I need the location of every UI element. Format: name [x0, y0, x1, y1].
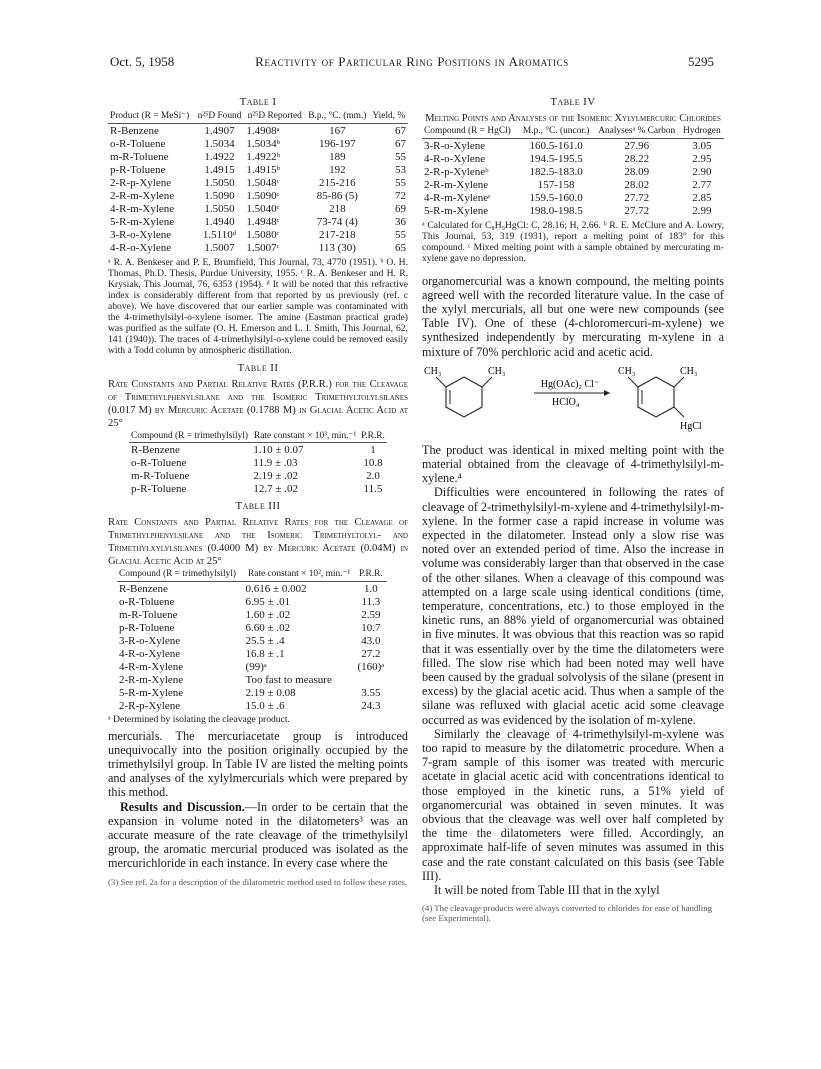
table2-row [129, 470, 387, 483]
table3-cell: 11.3 [361, 595, 381, 608]
table1-cell: 1.4915ᵇ [246, 163, 281, 176]
table1-row [108, 177, 408, 190]
table1-cell: 1.5048ᶜ [246, 176, 280, 189]
table1-cell: 1.5034ᵇ [246, 137, 281, 150]
table1-row [108, 151, 408, 164]
left-ch3-b: CH₃ [488, 365, 506, 377]
table1-cell: 2-R-m-Xylene [110, 189, 175, 202]
table4-cell: 159.5-160.0 [529, 191, 583, 204]
table2-cell: p-R-Toluene [131, 483, 187, 495]
table1-cell: 2-R-p-Xylene [110, 176, 172, 189]
table1-cell: 189 [329, 150, 346, 163]
table1-cell: 1.4908ᵃ [246, 124, 280, 137]
table1-cell: 1.4922ᵇ [246, 150, 281, 163]
table4-cell: 4-R-m-Xyleneᶜ [424, 191, 491, 204]
right-body-text-2 [422, 443, 724, 898]
table4-cell: 28.09 [624, 165, 650, 178]
table3-cell: o-R-Toluene [119, 595, 175, 608]
table1-cell: 1.4948ᶜ [246, 215, 280, 228]
table1-cell: o-R-Toluene [110, 137, 166, 150]
table1-header-cell: Yield, % [372, 111, 406, 121]
table3-cell: 10.7 [361, 621, 381, 634]
table4-cell: 198.0-198.5 [529, 204, 583, 217]
benzene-ring-right [638, 377, 674, 417]
table4-cell: 28.22 [624, 152, 650, 165]
table3-cell: 2-R-m-Xylene [119, 673, 184, 686]
table1-caption: Table I [239, 96, 277, 108]
table1-cell: m-R-Toluene [110, 150, 169, 163]
table1-cell: 67 [395, 124, 406, 137]
table3-title: Rate Constants and Partial Relative Rates for the Cleavage of Trimethylphenylsilane and the Isomeric Trimethyltolyl- and Trimethylxylylsilanes (0.4000 M) by Mercuric Acetate (0.04M) in Glacial Acetic Acid at 25° [108, 517, 408, 567]
table3-cell: (99)ᵃ [245, 660, 267, 673]
table4-cell: 3-R-o-Xylene [424, 139, 486, 152]
table1-row [108, 164, 408, 177]
table4-cell: 2.95 [692, 152, 712, 165]
table2-caption: Table II [237, 361, 279, 374]
table1-cell: 1.5110ᵈ [202, 228, 237, 241]
table4-footnote: ᵃ Calculated for C₈H₉HgCl: C, 28.16; H, 2.66. ᵇ R. E. McClure and A. Lowry, This Journal, 53, 319 (1931), report a melting point of 183° for this compound. ᶜ Mixed melting point with a sample obtained by mercurating m-xylene gave no depression. [422, 219, 724, 264]
table3-cell: 2-R-p-Xylene [119, 699, 181, 712]
table4-cell: 2.85 [692, 191, 712, 204]
right-paragraph-2: The product was identical in mixed melting point with the material obtained from the cleavage of 4-trimethylsilyl-m-xylene.⁴ [422, 442, 724, 486]
table3-row [117, 635, 387, 648]
table3 [117, 570, 387, 713]
table1-cell: 1.5034 [204, 137, 235, 150]
table3-cell: 27.2 [361, 647, 381, 660]
chloromercuri-xylene-structure [618, 366, 702, 432]
table4-cell: 194.5-195.5 [529, 152, 583, 165]
table4-title: Melting Points and Analyses of the Isomeric Xylylmercuric Chlorides [425, 113, 721, 124]
table1-header-cell: n²⁵D Reported [247, 111, 302, 121]
table4-row [422, 166, 724, 179]
table3-header-cell: Compound (R = trimethylsilyl) [119, 569, 237, 579]
table3-row [117, 622, 387, 635]
table3-cell: 16.8 ± .1 [245, 647, 285, 660]
table4-caption: Table IV [550, 96, 596, 108]
table1-row [108, 242, 408, 255]
table2-row [129, 444, 387, 457]
table1-cell: 55 [395, 176, 406, 189]
table3-cell: 2.19 ± 0.08 [245, 686, 296, 699]
table3-row [117, 700, 387, 713]
right-paragraph-1: organomercurial was a known compound, the melting points agreed well with the recorded literature value. In the case of the xylyl mercurials, all but one were new compounds (see Table IV). One of these (4-chloromercuri-m-xylene) we synthesized independently by mercurating m-xylene in a mixture of 70% perchloric acid and acetic acid. [422, 273, 724, 359]
table1-cell: 5-R-m-Xylene [110, 215, 175, 228]
table1-cell: 1.4915 [204, 163, 235, 176]
left-column [108, 94, 408, 887]
bond [436, 377, 446, 387]
table3-cell: 24.3 [361, 699, 381, 712]
table3-cell: (160)ᵃ [357, 660, 385, 673]
table1-cell: 167 [329, 124, 346, 137]
table3-header-cell: Rate constant × 10², min.⁻¹ [247, 569, 351, 579]
table2-cell: 2.19 ± .02 [253, 470, 298, 482]
table1-row [108, 125, 408, 138]
table1-cell: 67 [395, 137, 406, 150]
table3-header-row [117, 570, 387, 580]
reagent-bottom: HClO₄ [552, 396, 580, 408]
table4-header-row [422, 127, 724, 137]
table1-cell: p-R-Toluene [110, 163, 166, 176]
table3-cell: p-R-Toluene [119, 621, 175, 634]
header-page-number: 5295 [688, 54, 714, 69]
left-paragraph-1: mercurials. The mercuriacetate group is introduced unequivocally into the position originally occupied by the trimethylsilyl group. In Table IV are listed the melting points and analyses of the xylylmercurials which were prepared by this method. [108, 728, 408, 800]
table1-cell: 1.5007 [204, 241, 235, 254]
table3-body [117, 580, 387, 713]
table4-cell: 27.72 [624, 204, 650, 217]
table3-cell [355, 674, 387, 687]
table2 [129, 432, 387, 497]
right-column [422, 94, 724, 923]
table1-cell: 1.4907 [204, 124, 235, 137]
results-text: —In order to be certain that the expansion in volume noted in the dilatometers³ was an accurate measure of the rate cleavage of the trimethylsilyl group, the aromatic mercurial produced was isolated as the mercurichloride in each instance. In every case where the [108, 799, 409, 871]
table3-cell: m-R-Toluene [119, 608, 178, 621]
table3-row [117, 583, 387, 596]
results-heading: Results and Discussion. [120, 799, 245, 814]
table3-row [117, 648, 387, 661]
table4-cell: 5-R-m-Xylene [424, 204, 489, 217]
table1-cell: 1.5050 [204, 176, 235, 189]
table2-cell: 11.5 [363, 483, 383, 495]
table1-cell: 1.5007ᶜ [246, 241, 280, 254]
arrow-head [604, 390, 610, 396]
table4-row [422, 140, 724, 153]
table3-cell: 25.5 ± .4 [245, 634, 285, 647]
table1-row [108, 203, 408, 216]
table4-cell: 2.90 [692, 165, 712, 178]
right-paragraph-4: Similarly the cleavage of 4-trimethylsilyl-m-xylene was too rapid to measure by the dilatometric procedure. When a 7-gram sample of this isomer was treated with mercuric acetate in glacial acetic acid with concentrations identical to those employed in the kinetic runs, a 51% yield of organomercurial was obtained in seven minutes. It was obvious that the cleavage was well over half completed by the time the dilatometers were filled. Accordingly, an approximate half-life of seven minutes was assumed in this case and the rate constant calculated on this basis (see Table III). [422, 726, 724, 883]
table2-header-row [129, 432, 387, 442]
table2-header-cell: P.R.R. [361, 430, 385, 441]
table3-cell: 3-R-o-Xylene [119, 634, 181, 647]
table1-row [108, 229, 408, 242]
right-ch3-a: CH₃ [618, 365, 636, 377]
header-title: Reactivity of Particular Ring Positions in Aromatics [255, 54, 569, 69]
table2-cell: 12.7 ± .02 [253, 483, 298, 495]
table1-cell: 1.5090ᶜ [246, 189, 280, 202]
table1-footnote: ᵃ R. A. Benkeser and P. E. Brumfield, This Journal, 73, 4770 (1951). ᵇ O. H. Thomas, Ph.D. Thesis, Purdue University, 1955. ᶜ R. A. Benkeser and H. R. Krysiak, This Journal, 76, 6353 (1954). ᵈ It will be noted that this refractive index is considerably different from that reported by us previously (ref. c above). We have discovered that our earlier sample was contaminated with the 4-trimethylsilyl-o-xylene isomer. The amine (Eastman practical grade) was purified as the sulfate (O. H. Emerson and L. I. Smith, This Journal, 62, 141 (1940)). The traces of 4-trimethylsilyl-o-xylene could be removed easily with a Todd column by atmospheric distillation. [108, 256, 408, 356]
table3-cell: 43.0 [361, 634, 381, 647]
header-date: Oct. 5, 1958 [110, 54, 175, 69]
table2-header-cell: Compound (R = trimethylsilyl) [131, 430, 249, 441]
table3-cell: 0.616 ± 0.002 [245, 582, 307, 595]
table1-header-cell: Product (R = MeSi⁻) [110, 111, 190, 121]
table4-header-cell: Analysesᵃ % Carbon [598, 126, 676, 136]
table1-cell: 1.5050 [204, 202, 235, 215]
table1-cell: 217-218 [318, 228, 356, 241]
table3-cell: 5-R-m-Xylene [119, 686, 184, 699]
table4-cell: 27.72 [624, 191, 650, 204]
right-paragraph-3: Difficulties were encountered in following the rates of cleavage of 2-trimethylsilyl-m-xylene and 4-trimethylsilyl-m-xylene. In the former case a rapid increase in volume was expected in the dilatometer. Instead only a slow rise was noted over an extended period of time. Also the increase in volume was considerably larger than that observed in the case of the other silanes. When a cleavage of this compound was attempted on a large scale using identical conditions (time, temperature, concentrations, etc.) to those employed in the kinetic runs, an 88% yield of organomercurial was obtained in five minutes. It was obvious that this reaction was so rapid that it was essentially over by the time the dilatometers were filled. The slow rise which had been noted may well have been caused by the gradual solvolysis of the silane (present in excess) by the glacial acetic acid. Thus when a sample of the silane was refluxed with glacial acetic acid some cleavage occurred as was evidenced by the isolation of m-xylene. [422, 485, 724, 727]
table3-cell: 1.60 ± .02 [245, 608, 291, 621]
table4-cell: 2-R-p-Xyleneᵇ [424, 165, 489, 178]
table2-cell: R-Benzene [131, 444, 180, 456]
table1-cell: 192 [329, 163, 346, 176]
table3-cell: 6.60 ± .02 [245, 621, 291, 634]
table4-cell: 2.77 [692, 178, 712, 191]
table1-body [108, 122, 408, 255]
table3-row [117, 687, 387, 700]
right-ch3-b: CH₃ [680, 365, 698, 377]
table4-header-cell: M.p., °C. (uncor.) [522, 126, 590, 136]
table4-row [422, 205, 724, 218]
table4-header-cell: Hydrogen [683, 126, 721, 136]
table4-cell: 3.05 [692, 139, 712, 152]
table1-cell: 65 [395, 241, 406, 254]
table1-cell: 113 (30) [318, 241, 356, 254]
bond [674, 407, 684, 417]
table1-row [108, 138, 408, 151]
table1-cell: 1.4922 [204, 150, 235, 163]
table2-cell: m-R-Toluene [131, 470, 190, 482]
table4-header-cell: Compound (R = HgCl) [424, 126, 511, 136]
table2-title: Rate Constants and Partial Relative Rates (P.R.R.) for the Cleavage of Trimethylphenylsilane and the Isomeric Trimethyltolylsilanes (0.017 M) by Mercuric Acetate (0.1788 M) in Glacial Acetic Acid at 25° [108, 378, 408, 429]
table4-cell: 28.02 [624, 178, 650, 191]
table4-cell: 2-R-m-Xylene [424, 178, 489, 191]
table3-row [117, 596, 387, 609]
table2-body [129, 441, 387, 496]
table3-cell: Too fast to measure [245, 673, 332, 686]
table2-cell: 1.10 ± 0.07 [253, 444, 304, 456]
table2-cell: 11.9 ± .03 [253, 457, 298, 469]
table4-cell: 4-R-o-Xylene [424, 152, 486, 165]
table3-cell: 1.0 [363, 582, 378, 595]
table3-row [117, 661, 387, 674]
table1-cell: 215-216 [318, 176, 356, 189]
mercuration-scheme [422, 359, 724, 439]
table3-cell: 15.0 ± .6 [245, 699, 285, 712]
table3-header-cell: P.R.R. [359, 569, 383, 579]
table3-cell: 4-R-o-Xylene [119, 647, 181, 660]
left-paragraph-2 [108, 800, 408, 871]
table2-cell: 2.0 [366, 470, 380, 482]
running-header [110, 54, 714, 74]
table1-cell: 69 [395, 202, 406, 215]
table1-cell: 1.5040ᶜ [246, 202, 280, 215]
table3-cell: 3.55 [361, 686, 381, 699]
table4-row [422, 192, 724, 205]
table2-cell: o-R-Toluene [131, 457, 187, 469]
table3-cell: 4-R-m-Xylene [119, 660, 184, 673]
table1-cell: 218 [329, 202, 346, 215]
left-body-text [108, 729, 408, 871]
table4-cell: 160.5-161.0 [529, 139, 583, 152]
right-body-text [422, 274, 724, 359]
table1-row [108, 190, 408, 203]
left-page-footnote: (3) See ref. 2a for a description of the dilatometric method used to follow these rates. [108, 876, 408, 887]
table1-header-row [108, 112, 408, 122]
table1-cell: 36 [395, 215, 406, 228]
table4-row [422, 153, 724, 166]
table1-cell: 1.5080ᶜ [246, 228, 280, 241]
right-paragraph-5: It will be noted from Table III that in the xylyl [434, 883, 660, 898]
bond [628, 377, 638, 387]
table4-row [422, 179, 724, 192]
benzene-ring-left [446, 377, 482, 417]
table4-cell: 157-158 [537, 178, 575, 191]
table4-cell: 2.99 [692, 204, 712, 217]
table3-cell: R-Benzene [119, 582, 168, 595]
table1-header-cell: n²⁵D Found [197, 111, 242, 121]
table1-cell: R-Benzene [110, 124, 159, 137]
right-hgcl: HgCl [680, 420, 702, 432]
table1-row [108, 216, 408, 229]
table3-footnote: ᵃ Determined by isolating the cleavage product. [108, 713, 290, 725]
table3-row [117, 674, 387, 687]
table1-cell: 85-86 (5) [316, 189, 358, 202]
table2-row [129, 483, 387, 496]
reaction-arrow [534, 379, 610, 408]
table4 [422, 127, 724, 218]
table1 [108, 112, 408, 255]
table2-cell: 1 [370, 444, 376, 456]
table1-cell: 196-197 [318, 137, 356, 150]
table4-cell: 27.96 [624, 139, 650, 152]
table2-header-cell: Rate constant × 10³, min.⁻¹ [254, 430, 357, 441]
table1-header-cell: B.p., °C. (mm.) [308, 111, 367, 121]
table1-cell: 55 [395, 150, 406, 163]
table1-cell: 1.5090 [204, 189, 235, 202]
table1-cell: 55 [395, 228, 406, 241]
table3-row [117, 609, 387, 622]
table3-cell: 6.95 ± .01 [245, 595, 291, 608]
table4-cell: 182.5-183.0 [529, 165, 583, 178]
table3-caption: Table III [235, 500, 281, 512]
reagent-top: Hg(OAc)₂ Cl⁻ [540, 378, 600, 390]
table2-cell: 10.8 [363, 457, 383, 469]
table2-row [129, 457, 387, 470]
bond [482, 377, 492, 387]
table1-cell: 3-R-o-Xylene [110, 228, 172, 241]
table1-cell: 53 [395, 163, 406, 176]
table4-body [422, 137, 724, 218]
table1-cell: 72 [395, 189, 406, 202]
table3-cell: 2.59 [361, 608, 381, 621]
table1-cell: 4-R-m-Xylene [110, 202, 175, 215]
table1-cell: 73-74 (4) [316, 215, 358, 228]
m-xylene-structure [424, 366, 505, 417]
left-ch3-a: CH₃ [424, 365, 442, 377]
right-page-footnote: (4) The cleavage products were always converted to chlorides for ease of handling (see Experimental). [422, 903, 713, 924]
bond [674, 377, 684, 387]
table1-cell: 1.4940 [204, 215, 235, 228]
table1-cell: 4-R-o-Xylene [110, 241, 172, 254]
